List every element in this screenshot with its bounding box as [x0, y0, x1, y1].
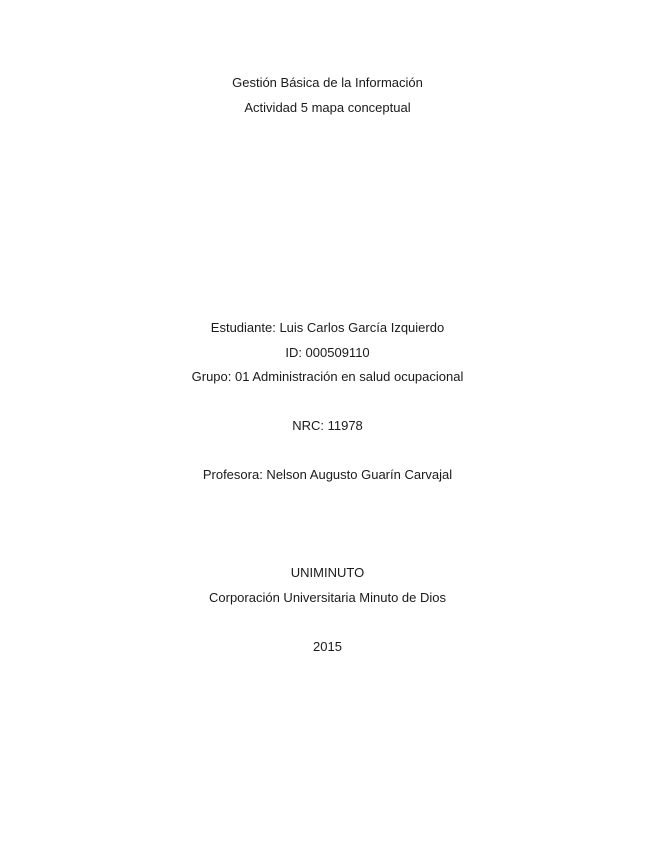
- nrc-number: NRC: 11978: [292, 418, 363, 433]
- course-title: Gestión Básica de la Información: [232, 75, 423, 90]
- document-year: 2015: [313, 639, 342, 654]
- group-info: Grupo: 01 Administración en salud ocupacional: [191, 369, 464, 384]
- activity-title: Actividad 5 mapa conceptual: [244, 100, 411, 115]
- institution-short-name: UNIMINUTO: [290, 565, 365, 580]
- teacher-name: Profesora: Nelson Augusto Guarín Carvajal: [202, 467, 453, 482]
- student-name: Estudiante: Luis Carlos García Izquierdo: [210, 320, 445, 335]
- student-id: ID: 000509110: [285, 345, 370, 360]
- institution-full-name: Corporación Universitaria Minuto de Dios: [209, 590, 446, 605]
